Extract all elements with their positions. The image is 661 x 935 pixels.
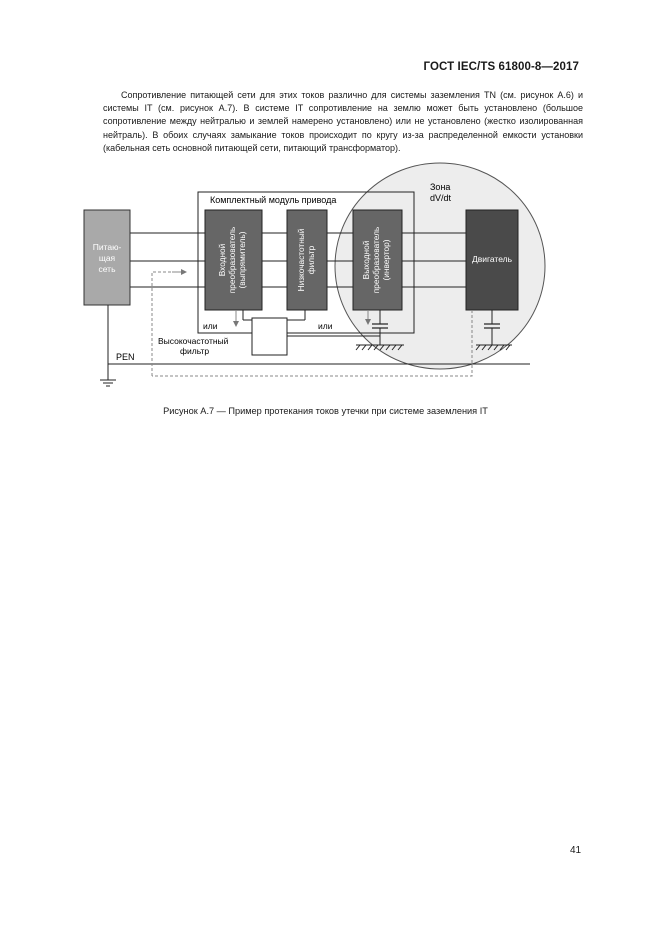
output-converter-label-1: Выходной: [361, 240, 371, 280]
figure-caption: Рисунок А.7 — Пример протекания токов утечки при системе заземления IT: [163, 406, 488, 416]
output-converter-label-3: (инвертор): [381, 239, 391, 281]
body-paragraph: Сопротивление питающей сети для этих токов различно для системы заземления TN (см. рисунок А.6) и системы IT (см. рисунок А.7). В системе IT сопротивление на землю может быть установлено (большое сопротивление между нейтралью и землей намерено установлено) или не установлено (жестко изолированная нейтраль). В обоих случаях замыкание токов происходит по кругу из-за распределенной емкости установки (кабельная сеть основной питающей сети, питающий трансформатор).: [103, 90, 583, 153]
input-converter-label-3: (выпрямитель): [237, 231, 247, 289]
hf-filter-label-1: Высокочастотный: [158, 336, 229, 346]
hf-filter-label-2: фильтр: [180, 346, 210, 356]
or-label-right: или: [318, 321, 333, 331]
module-label: Комплектный модуль привода: [210, 195, 337, 205]
supply-label-1: Питаю-: [92, 242, 122, 252]
supply-label-3: сеть: [98, 264, 116, 274]
input-converter-label-2: преобразователь: [227, 226, 237, 294]
pen-label: PEN: [116, 352, 135, 362]
lowpass-filter-label-1: Низкочастотный: [296, 228, 306, 292]
document-header: ГОСТ IEC/TS 61800-8—2017: [423, 61, 579, 73]
zone-label-1: Зона: [430, 182, 451, 192]
page-number: 41: [570, 845, 582, 856]
or-label-left: или: [203, 321, 218, 331]
output-converter-label-2: преобразователь: [371, 226, 381, 294]
zone-label-2: dV/dt: [430, 193, 452, 203]
lowpass-filter-label-2: фильтр: [306, 245, 316, 275]
hf-filter-block: [252, 318, 287, 355]
supply-ground-icon: [100, 380, 116, 386]
supply-label-2: щая: [98, 253, 116, 263]
input-converter-label-1: Входной: [217, 243, 227, 277]
motor-label: Двигатель: [471, 254, 513, 264]
